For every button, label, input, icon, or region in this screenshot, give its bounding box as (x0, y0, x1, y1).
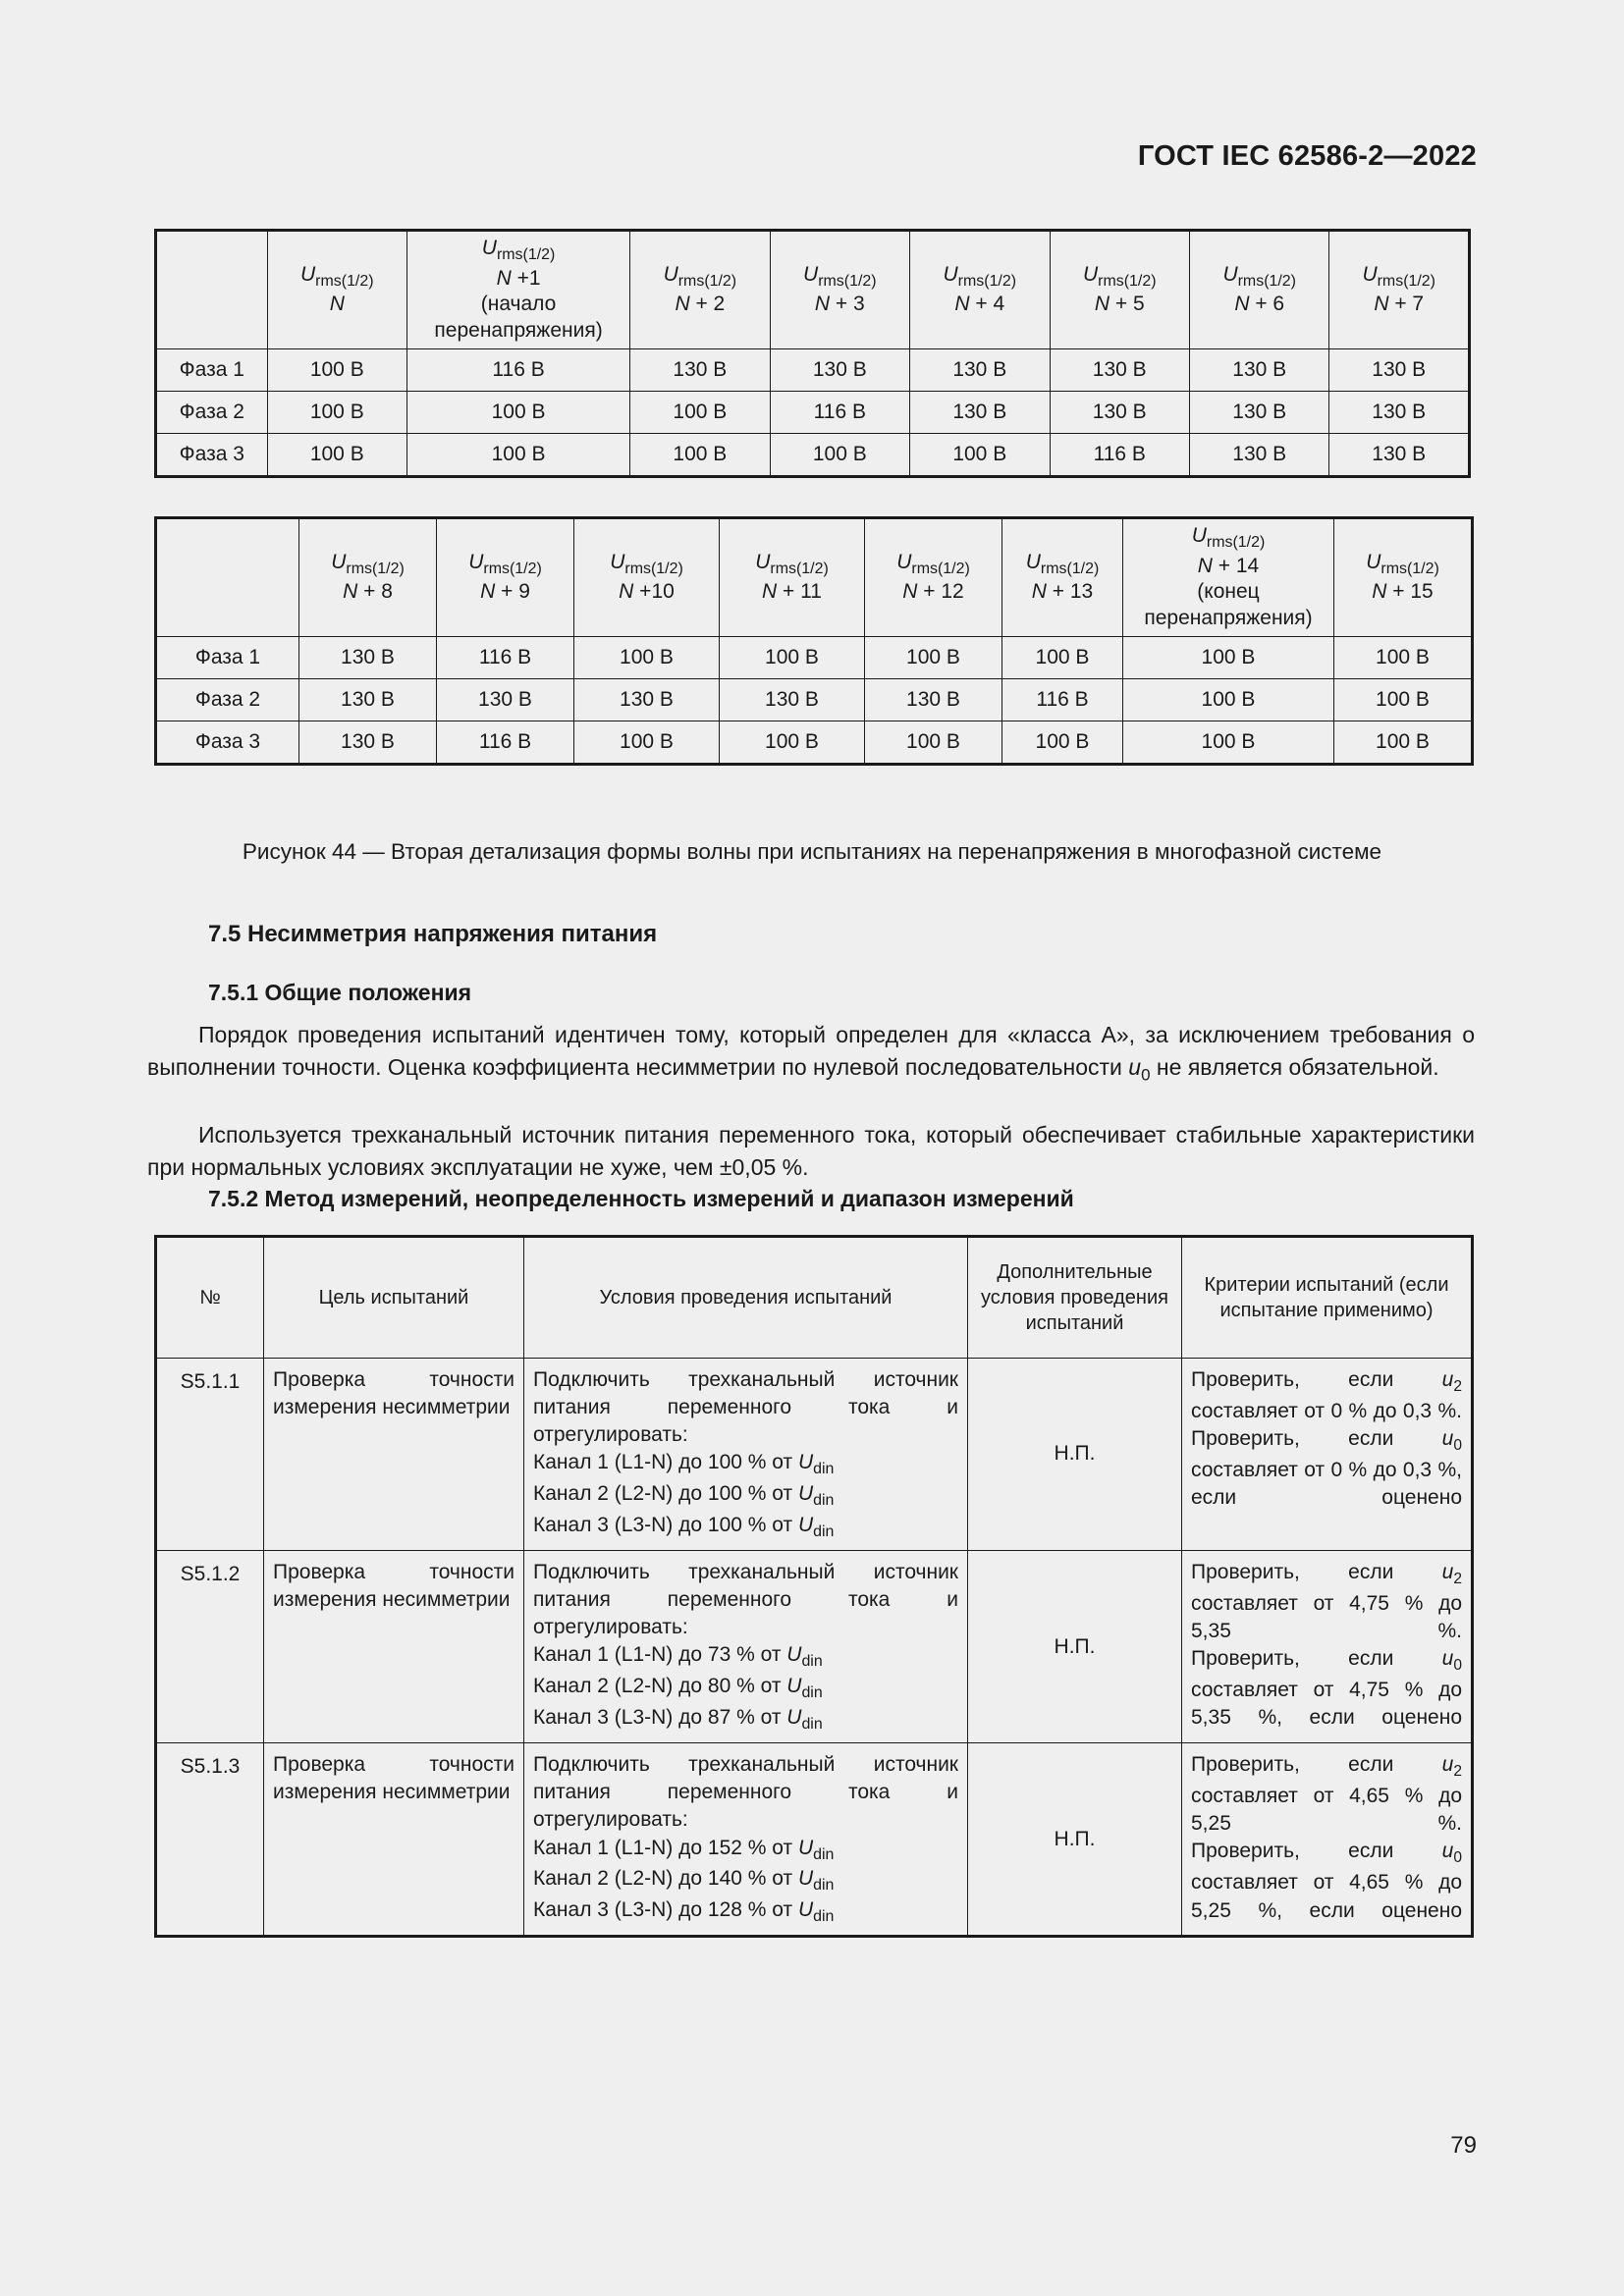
variable-subscript: 2 (1453, 1378, 1462, 1396)
column-index-label: N + 5 (1094, 293, 1145, 316)
cell-r2-c6: 130 В (1050, 392, 1189, 434)
cell-r1-c1: 100 В (267, 349, 406, 392)
cell-r1-c3: 130 В (630, 349, 770, 392)
cell-r3-c4: 100 В (720, 721, 865, 765)
symbol-subscript: rms(1/2) (957, 273, 1017, 291)
column-index-label: N (329, 293, 345, 316)
cell-r2-c7: 100 В (1123, 679, 1334, 721)
symbol-u-rms12: $U_{rms(1/2)}$ (755, 550, 829, 578)
paragraph-text-part2: не является обязательной. (1150, 1053, 1439, 1080)
variable-subscript: 0 (1453, 1437, 1462, 1455)
cell-r2-c8: 130 В (1329, 392, 1470, 434)
cell-r2-c3: 130 В (574, 679, 720, 721)
column-index-label: N + 7 (1374, 293, 1425, 316)
column-index-offset: + 2 (689, 293, 726, 316)
symbol-u-rms12: $U_{rms(1/2)}$ (468, 550, 542, 578)
symbol-subscript: rms(1/2) (1040, 561, 1100, 578)
symbol-u-din: $U_{din}$ (797, 1836, 835, 1863)
column-index-label: N + 15 (1372, 580, 1434, 604)
column-index-label: N + 4 (954, 293, 1005, 316)
corner-cell (156, 518, 299, 637)
symbol-u-din: $U_{din}$ (786, 1705, 823, 1733)
conditions-intro: Подключить трехканальный источник питания переменного тока и отрегулировать: (533, 1561, 958, 1639)
cell-r3-c5: 100 В (910, 434, 1050, 477)
symbol-subscript: rms(1/2) (483, 561, 542, 578)
variable-subscript: 2 (1453, 1571, 1462, 1588)
column-header-5 (910, 231, 1050, 349)
document-header-standard-ref: ГОСТ IEC 62586-2—2022 (1137, 140, 1477, 172)
symbol-subscript: din (813, 1877, 835, 1895)
variable-u2: $u_2$ (1441, 1753, 1462, 1781)
table-row (156, 392, 1470, 434)
column-header-1 (267, 231, 406, 349)
section-heading-7-5-2: 7.5.2 Метод измерений, неопределенность измерений и диапазон измерений (208, 1186, 1074, 1211)
column-index-offset: + 7 (1388, 293, 1425, 316)
channel-setting-2: Канал 2 (L2-N) до 80 % от $U_{din}$ (533, 1675, 823, 1702)
cell-r2-c3: 100 В (630, 392, 770, 434)
cell-r3-c8: 100 В (1334, 721, 1473, 765)
test-goal-3: Проверка точности измерения несимметрии (264, 1743, 524, 1937)
column-index-label: N + 8 (343, 580, 393, 604)
criteria-item-2: Проверить, если $u_0$ составляет от 0 % до 0,3 %, если оценено (1191, 1427, 1462, 1510)
page-number: 79 (1450, 2132, 1477, 2159)
cell-r2-c5: 130 В (865, 679, 1002, 721)
cell-r1-c5: 130 В (910, 349, 1050, 392)
header-goal: Цель испытаний (264, 1237, 524, 1359)
column-header-1 (299, 518, 437, 637)
test-goal-1: Проверка точности измерения несимметрии (264, 1359, 524, 1551)
symbol-u-rms12: $U_{rms(1/2)}$ (300, 262, 374, 291)
table-row (156, 349, 1470, 392)
paragraph-7-5-1-first (147, 1019, 1475, 1087)
test-id-S5.1.3: S5.1.3 (156, 1743, 264, 1937)
column-index-label: N + 9 (480, 580, 530, 604)
cell-r1-c8: 130 В (1329, 349, 1470, 392)
waveform-table-1-body (156, 231, 1470, 477)
symbol-u-rms12: $U_{rms(1/2)}$ (1025, 550, 1100, 578)
column-index-offset: + 15 (1386, 580, 1434, 604)
column-header-8 (1329, 231, 1470, 349)
symbol-subscript: rms(1/2) (346, 561, 405, 578)
column-index-offset: + 12 (917, 580, 964, 604)
cell-r1-c1: 130 В (299, 637, 437, 679)
test-conditions-3 (524, 1743, 968, 1937)
table-row (156, 721, 1473, 765)
table-row (156, 1551, 1473, 1743)
symbol-subscript: din (801, 1715, 823, 1733)
cell-r2-c6: 116 В (1002, 679, 1123, 721)
column-header-6 (1002, 518, 1123, 637)
column-index-offset: + 11 (777, 580, 822, 604)
column-index-offset: +10 (633, 580, 675, 604)
row-label-3: Фаза 3 (156, 434, 268, 477)
symbol-subscript: din (813, 1522, 835, 1540)
row-label-1: Фаза 1 (156, 349, 268, 392)
paragraph-text: Используется трехканальный источник питания переменного тока, который обеспечивает стабильные характеристики при нормальных условиях эксплуатации не хуже, чем ±0,05 %. (147, 1122, 1475, 1180)
column-index-offset: + 8 (357, 580, 393, 604)
symbol-subscript: rms(1/2) (1380, 561, 1439, 578)
symbol-u-din: $U_{din}$ (797, 1481, 835, 1510)
column-note: (начало перенапряжения) (434, 293, 603, 343)
symbol-u-din: $U_{din}$ (797, 1513, 835, 1540)
cell-r3-c2: 100 В (407, 434, 630, 477)
symbol-subscript: din (801, 1684, 823, 1702)
column-index-offset: + 6 (1249, 293, 1285, 316)
test-table-header (156, 1237, 1473, 1359)
column-index-offset: + 4 (969, 293, 1005, 316)
cell-r3-c1: 130 В (299, 721, 437, 765)
symbol-u-rms12: $U_{rms(1/2)}$ (1222, 262, 1296, 291)
column-index-label: N +1 (496, 266, 541, 290)
symbol-u-rms12: $U_{rms(1/2)}$ (943, 262, 1017, 291)
symbol-u-rms12: $U_{rms(1/2)}$ (1191, 524, 1266, 552)
test-criteria-2 (1182, 1551, 1473, 1743)
cell-r3-c7: 100 В (1123, 721, 1334, 765)
variable-u0: $u_0$ (1441, 1647, 1462, 1675)
header-criteria: Критерии испытаний (если испытание применимо) (1182, 1237, 1473, 1359)
column-header-7 (1189, 231, 1328, 349)
cell-r3-c3: 100 В (574, 721, 720, 765)
variable-subscript: 2 (1453, 1763, 1462, 1781)
conditions-intro: Подключить трехканальный источник питания переменного тока и отрегулировать: (533, 1753, 958, 1832)
cell-r1-c5: 100 В (865, 637, 1002, 679)
column-index-label: N + 13 (1031, 580, 1094, 604)
column-header-2 (407, 231, 630, 349)
symbol-subscript: rms(1/2) (818, 273, 877, 291)
column-index-label: N + 6 (1234, 293, 1285, 316)
test-methods-table (154, 1235, 1474, 1938)
table-row (156, 1359, 1473, 1551)
cell-r3-c8: 130 В (1329, 434, 1470, 477)
cell-r1-c7: 100 В (1123, 637, 1334, 679)
cell-r1-c4: 100 В (720, 637, 865, 679)
symbol-subscript: rms(1/2) (496, 246, 556, 264)
symbol-u-rms12: $U_{rms(1/2)}$ (663, 262, 737, 291)
column-header-5 (865, 518, 1002, 637)
channel-setting-2: Канал 2 (L2-N) до 100 % от $U_{din}$ (533, 1481, 835, 1510)
cell-r2-c2: 100 В (407, 392, 630, 434)
column-index-offset: + 9 (495, 580, 530, 604)
column-index-label: N + 11 (762, 580, 822, 604)
test-conditions-2 (524, 1551, 968, 1743)
symbol-subscript: rms(1/2) (1098, 273, 1157, 291)
symbol-u-rms12: $U_{rms(1/2)}$ (1082, 262, 1157, 291)
cell-r1-c2: 116 В (437, 637, 574, 679)
column-header-2 (437, 518, 574, 637)
row-label-2: Фаза 2 (156, 679, 299, 721)
cell-r1-c6: 130 В (1050, 349, 1189, 392)
symbol-u-rms12: $U_{rms(1/2)}$ (610, 550, 683, 578)
symbol-u-din: $U_{din}$ (786, 1675, 823, 1702)
header-conditions: Условия проведения испытаний (524, 1237, 968, 1359)
symbol-u-din: $U_{din}$ (797, 1451, 835, 1478)
cell-r2-c4: 116 В (770, 392, 909, 434)
symbol-subscript: din (801, 1653, 823, 1671)
test-criteria-1 (1182, 1359, 1473, 1551)
criteria-item-1: Проверить, если $u_2$ составляет от 4,75 % до 5,35 %. (1191, 1561, 1462, 1643)
cell-r2-c7: 130 В (1189, 392, 1328, 434)
cell-r1-c7: 130 В (1189, 349, 1328, 392)
waveform-table-part-2 (154, 516, 1474, 766)
column-header-4 (720, 518, 865, 637)
channel-setting-1: Канал 1 (L1-N) до 73 % от $U_{din}$ (533, 1643, 823, 1671)
table-row (156, 679, 1473, 721)
symbol-u-din: $U_{din}$ (797, 1897, 835, 1925)
paragraph-7-5-1-second (147, 1119, 1475, 1183)
test-additional-3: Н.П. (968, 1743, 1182, 1937)
symbol-u-din: $U_{din}$ (786, 1643, 823, 1671)
channel-setting-3: Канал 3 (L3-N) до 128 % от $U_{din}$ (533, 1897, 835, 1925)
test-goal-2: Проверка точности измерения несимметрии (264, 1551, 524, 1743)
waveform-table-1-header-row (156, 231, 1470, 349)
cell-r1-c2: 116 В (407, 349, 630, 392)
symbol-subscript: din (813, 1461, 835, 1478)
cell-r3-c6: 100 В (1002, 721, 1123, 765)
test-conditions-1 (524, 1359, 968, 1551)
variable-u0: $u_0$ (1441, 1427, 1462, 1455)
column-header-4 (770, 231, 909, 349)
channel-setting-2: Канал 2 (L2-N) до 140 % от $U_{din}$ (533, 1867, 835, 1895)
cell-r3-c3: 100 В (630, 434, 770, 477)
column-index-offset: + 13 (1046, 580, 1094, 604)
figure-caption: Рисунок 44 — Вторая детализация формы волны при испытаниях на перенапряжения в многофазной системе (242, 839, 1382, 864)
criteria-item-2: Проверить, если $u_0$ составляет от 4,75 % до 5,35 %, если оценено (1191, 1647, 1462, 1730)
symbol-subscript: rms(1/2) (911, 561, 970, 578)
section-heading-7-5-1: 7.5.1 Общие положения (208, 980, 472, 1005)
cell-r3-c4: 100 В (770, 434, 909, 477)
column-index-label: N + 3 (814, 293, 865, 316)
symbol-subscript: rms(1/2) (624, 561, 683, 578)
symbol-subscript: rms(1/2) (770, 561, 829, 578)
cell-r3-c5: 100 В (865, 721, 1002, 765)
column-header-8 (1334, 518, 1473, 637)
symbol-subscript: rms(1/2) (677, 273, 737, 291)
table-row (156, 1743, 1473, 1937)
column-index-offset: +1 (511, 266, 541, 290)
criteria-item-1: Проверить, если $u_2$ составляет от 0 % до 0,3 %. (1191, 1368, 1462, 1423)
symbol-subscript: din (813, 1492, 835, 1510)
channel-setting-1: Канал 1 (L1-N) до 100 % от $U_{din}$ (533, 1451, 835, 1478)
header-additional: Дополнительные условия проведения испытаний (968, 1237, 1182, 1359)
channel-setting-3: Канал 3 (L3-N) до 100 % от $U_{din}$ (533, 1513, 835, 1540)
column-index-label: N +10 (619, 580, 675, 604)
test-table-header-row (156, 1237, 1473, 1359)
cell-r2-c5: 130 В (910, 392, 1050, 434)
symbol-subscript: din (813, 1907, 835, 1925)
test-additional-2: Н.П. (968, 1551, 1182, 1743)
column-index-offset: + 3 (830, 293, 865, 316)
symbol-u-rms12: $U_{rms(1/2)}$ (331, 550, 405, 578)
criteria-item-2: Проверить, если $u_0$ составляет от 4,65 % до 5,25 %, если оценено (1191, 1840, 1462, 1922)
cell-r3-c2: 116 В (437, 721, 574, 765)
symbol-u-rms12: $U_{rms(1/2)}$ (803, 262, 877, 291)
cell-r2-c1: 130 В (299, 679, 437, 721)
cell-r3-c6: 116 В (1050, 434, 1189, 477)
corner-cell (156, 231, 268, 349)
cell-r3-c7: 130 В (1189, 434, 1328, 477)
paragraph-text-part1: Порядок проведения испытаний идентичен тому, который определен для «класса А», за исключением требования о выполнении точности. Оценка коэффициента несимметрии по нулевой последовательности (147, 1022, 1475, 1080)
criteria-item-1: Проверить, если $u_2$ составляет от 4,65 % до 5,25 %. (1191, 1753, 1462, 1836)
row-label-3: Фаза 3 (156, 721, 299, 765)
column-header-3 (574, 518, 720, 637)
variable-u2: $u_2$ (1441, 1561, 1462, 1588)
column-header-3 (630, 231, 770, 349)
symbol-u-rms12: $U_{rms(1/2)}$ (1366, 550, 1439, 578)
cell-r1-c6: 100 В (1002, 637, 1123, 679)
cell-r2-c1: 100 В (267, 392, 406, 434)
symbol-subscript: rms(1/2) (1377, 273, 1435, 291)
row-label-2: Фаза 2 (156, 392, 268, 434)
cell-r2-c8: 100 В (1334, 679, 1473, 721)
waveform-table-part-1 (154, 229, 1471, 478)
column-header-7 (1123, 518, 1334, 637)
column-header-6 (1050, 231, 1189, 349)
channel-setting-1: Канал 1 (L1-N) до 152 % от $U_{din}$ (533, 1836, 835, 1863)
test-table-body (156, 1359, 1473, 1937)
variable-u2: $u_2$ (1441, 1368, 1462, 1396)
test-additional-1: Н.П. (968, 1359, 1182, 1551)
header-num: № (156, 1237, 264, 1359)
symbol-u-rms12: $U_{rms(1/2)}$ (1362, 262, 1435, 291)
column-index-label: N + 14 (1197, 554, 1260, 577)
cell-r3-c1: 100 В (267, 434, 406, 477)
cell-r2-c2: 130 В (437, 679, 574, 721)
cell-r1-c3: 100 В (574, 637, 720, 679)
symbol-subscript: din (813, 1845, 835, 1863)
waveform-table-2-header-row (156, 518, 1473, 637)
symbol-subscript: rms(1/2) (1237, 273, 1296, 291)
table-row (156, 434, 1470, 477)
column-index-offset: + 14 (1212, 554, 1260, 577)
test-criteria-3 (1182, 1743, 1473, 1937)
symbol-u-rms12: $U_{rms(1/2)}$ (896, 550, 970, 578)
conditions-intro: Подключить трехканальный источник питания переменного тока и отрегулировать: (533, 1368, 958, 1447)
section-heading-7-5: 7.5 Несимметрия напряжения питания (208, 921, 658, 947)
cell-r1-c4: 130 В (770, 349, 909, 392)
variable-subscript: 0 (1453, 1849, 1462, 1867)
waveform-table-2-body (156, 518, 1473, 765)
symbol-u-rms12: $U_{rms(1/2)}$ (481, 237, 556, 264)
variable-u0: $u_0$ (1441, 1840, 1462, 1867)
variable-subscript: 0 (1453, 1657, 1462, 1675)
test-id-S5.1.2: S5.1.2 (156, 1551, 264, 1743)
test-id-S5.1.1: S5.1.1 (156, 1359, 264, 1551)
column-index-offset: + 5 (1110, 293, 1145, 316)
column-index-label: N + 12 (902, 580, 964, 604)
column-note: (конец перенапряжения) (1144, 580, 1313, 630)
variable-u0: $u_0$ (1128, 1053, 1151, 1085)
symbol-u-din: $U_{din}$ (797, 1867, 835, 1895)
cell-r1-c8: 100 В (1334, 637, 1473, 679)
table-row (156, 637, 1473, 679)
symbol-subscript: rms(1/2) (1206, 534, 1266, 552)
row-label-1: Фаза 1 (156, 637, 299, 679)
symbol-subscript: rms(1/2) (315, 273, 374, 291)
column-index-label: N + 2 (675, 293, 726, 316)
channel-setting-3: Канал 3 (L3-N) до 87 % от $U_{din}$ (533, 1705, 823, 1733)
cell-r2-c4: 130 В (720, 679, 865, 721)
